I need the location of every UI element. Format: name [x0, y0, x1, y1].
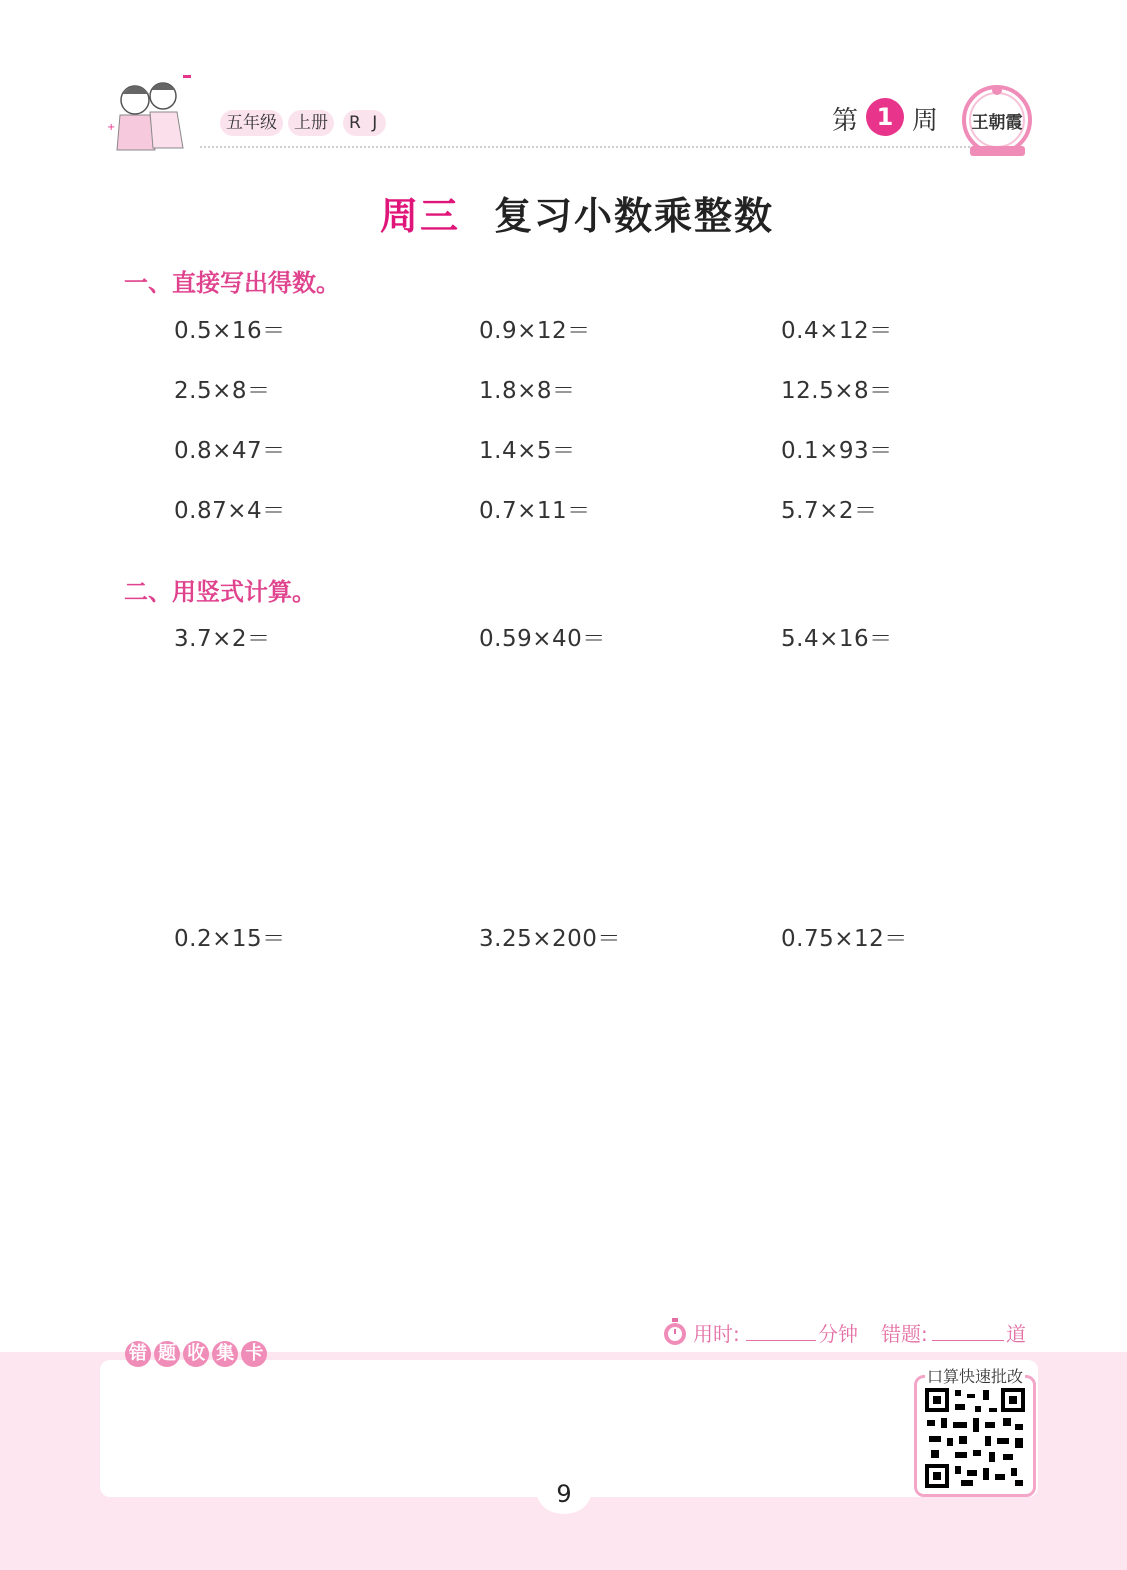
page-number: 9	[556, 1480, 572, 1508]
problem: 1.8×8＝	[479, 378, 576, 404]
title-topic: 复习小数乘整数	[494, 194, 775, 238]
qr-code-icon[interactable]	[925, 1388, 1025, 1488]
time-unit: 分钟	[818, 1322, 858, 1346]
edition-tag: R J	[343, 110, 386, 136]
problem: 0.7×11＝	[479, 498, 591, 524]
grade-tag: 五年级	[220, 110, 283, 136]
problem: 0.75×12＝	[781, 926, 908, 952]
qr-label: 口算快速批改	[925, 1364, 1025, 1387]
card-title	[125, 1341, 265, 1371]
svg-text:王朝霞: 王朝霞	[971, 113, 1023, 133]
problem: 3.25×200＝	[479, 926, 621, 952]
problem: 0.87×4＝	[174, 498, 286, 524]
problem: 12.5×8＝	[781, 378, 893, 404]
card-title-char: 集	[212, 1341, 238, 1367]
problem: 0.9×12＝	[479, 318, 591, 344]
title-day: 周三	[380, 194, 461, 238]
svg-text:+: +	[107, 122, 116, 133]
problem: 0.5×16＝	[174, 318, 286, 344]
card-title-char: 题	[154, 1341, 180, 1367]
errors-label: 错题:	[881, 1322, 928, 1346]
errors-unit: 道	[1006, 1322, 1026, 1346]
section1-heading: 一、直接写出得数。	[124, 269, 340, 297]
week-number-badge: 1	[866, 98, 904, 136]
problem: 0.2×15＝	[174, 926, 286, 952]
week-suffix: 周	[912, 106, 939, 136]
problem: 5.7×2＝	[781, 498, 878, 524]
time-label: 用时:	[693, 1322, 740, 1346]
problem: 2.5×8＝	[174, 378, 271, 404]
errors-blank[interactable]	[932, 1340, 1004, 1341]
volume-tag: 上册	[288, 110, 334, 136]
problem: 0.59×40＝	[479, 626, 606, 652]
problem: 1.4×5＝	[479, 438, 576, 464]
header-divider	[200, 146, 970, 148]
problem: 5.4×16＝	[781, 626, 893, 652]
card-title-char: 收	[183, 1341, 209, 1367]
week-prefix: 第	[832, 106, 859, 136]
brand-logo	[960, 80, 1035, 160]
problem: 0.4×12＝	[781, 318, 893, 344]
stopwatch-icon	[662, 1318, 688, 1346]
card-title-char: 卡	[241, 1341, 267, 1367]
problem: 0.1×93＝	[781, 438, 893, 464]
time-blank[interactable]	[746, 1340, 816, 1341]
card-title-char: 错	[125, 1341, 151, 1367]
problem: 3.7×2＝	[174, 626, 271, 652]
section2-heading: 二、用竖式计算。	[124, 578, 316, 606]
problem: 0.8×47＝	[174, 438, 286, 464]
qr-frame	[914, 1375, 1036, 1497]
kids-illustration	[105, 70, 205, 155]
